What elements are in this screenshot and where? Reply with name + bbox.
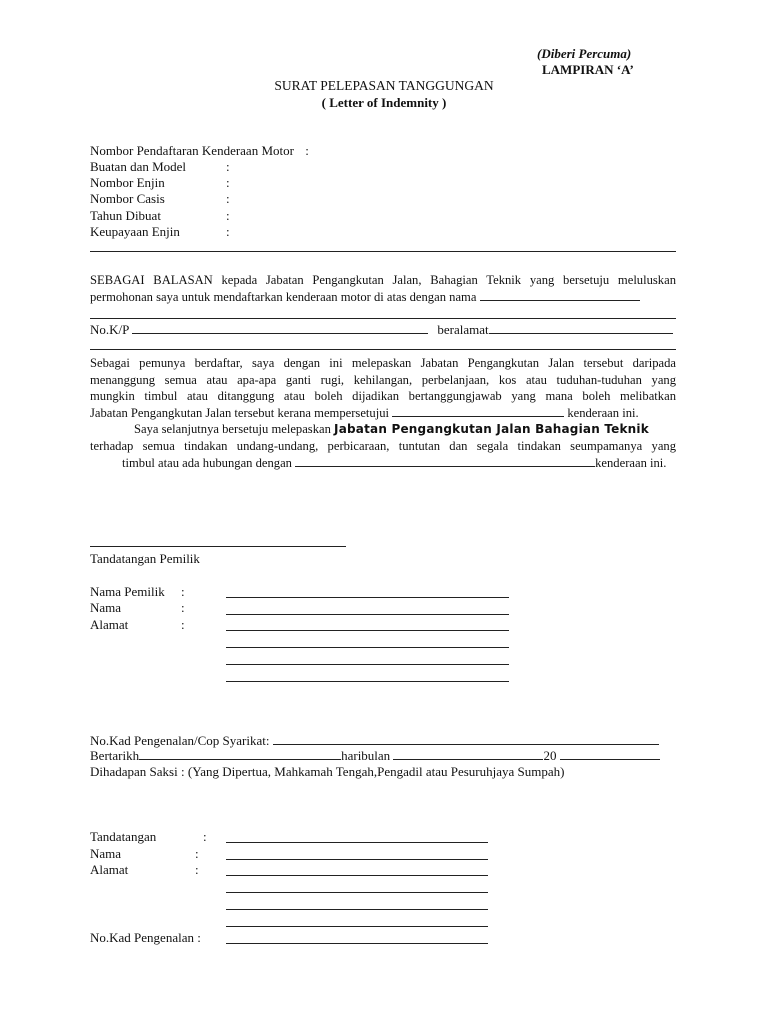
witness-line: [90, 764, 564, 780]
address-blank[interactable]: [489, 322, 673, 334]
field-registration-number: [90, 143, 309, 159]
paragraph-line: [90, 421, 676, 438]
kp-blank[interactable]: [132, 322, 428, 334]
day-blank[interactable]: [139, 748, 341, 760]
application-line: [90, 289, 676, 306]
address-blank[interactable]: [226, 647, 509, 648]
field-colon: :: [226, 191, 230, 206]
paragraph-line: menanggung semua atau apa-apa ganti rugi, kehilangan, perbelanjaan, kos atau tuduhan-tuduhan yang: [90, 372, 676, 387]
paragraph-text: kenderaan ini.: [595, 455, 667, 470]
id-stamp-blank[interactable]: [273, 733, 659, 745]
paragraph-line: [90, 405, 676, 422]
witness-address-blank[interactable]: [226, 892, 488, 893]
name-label: Nama: [90, 600, 122, 615]
owner-name-label: Nama Pemilik: [90, 584, 165, 599]
id-stamp-label: No.Kad Pengenalan/Cop Syarikat:: [90, 733, 270, 748]
department-name: Jabatan Pengangkutan Jalan Bahagian Teknik: [334, 422, 649, 437]
month-blank[interactable]: [393, 748, 543, 760]
field-year-made: [90, 208, 161, 224]
address-blank[interactable]: [226, 681, 509, 682]
field-colon: :: [195, 846, 199, 861]
field-colon: :: [181, 600, 185, 615]
address-blank[interactable]: [226, 664, 509, 665]
field-label: Keupayaan Enjin: [90, 224, 180, 239]
application-line: SEBAGAI BALASAN kepada Jabatan Pengangkutan Jalan, Bahagian Teknik yang bersetuju meluluskan: [90, 273, 676, 287]
paragraph-text: timbul atau ada hubungan dengan: [122, 455, 292, 470]
vehicle-blank[interactable]: [392, 405, 564, 417]
paragraph-line: [90, 455, 676, 472]
witness-name-label: Nama: [90, 846, 122, 861]
witness-address-blank[interactable]: [226, 926, 488, 927]
witness-address-blank[interactable]: [226, 909, 488, 910]
field-engine-number: [90, 175, 165, 191]
day-month-label: haribulan: [341, 748, 391, 763]
field-label: Buatan dan Model: [90, 159, 187, 174]
field-make-model: [90, 159, 186, 175]
document-title: SURAT PELEPASAN TANGGUNGAN: [274, 78, 494, 93]
paragraph-line: Sebagai pemunya berdaftar, saya dengan ini melepaskan Jabatan Pengangkutan Jalan tersebut daripada: [90, 356, 676, 370]
field-label: Nombor Casis: [90, 191, 165, 206]
relation-blank[interactable]: [295, 455, 595, 467]
paragraph-text: Jabatan Pengangkutan Jalan tersebut kerana mempersetujui: [90, 405, 389, 420]
name-blank[interactable]: [226, 614, 509, 615]
document-subtitle: ( Letter of Indemnity ): [321, 95, 447, 110]
field-colon: :: [181, 617, 185, 632]
kp-label: No.K/P: [90, 322, 129, 337]
paragraph-line: mungkin timbul atau ditanggung atau boleh dijadikan bertanggungjawab yang mana boleh melibatkan: [90, 389, 676, 404]
release-paragraph: [90, 355, 676, 471]
field-colon: :: [195, 862, 199, 877]
owner-name-blank[interactable]: [480, 289, 640, 301]
owner-signature-label: Tandatangan Pemilik: [90, 551, 200, 566]
blank-line[interactable]: [90, 349, 676, 350]
witness-signature-label: Tandatangan: [90, 829, 157, 844]
witness-id-blank[interactable]: [226, 943, 488, 944]
application-line-text: permohonan saya untuk mendaftarkan kenderaan motor di atas dengan nama: [90, 289, 477, 304]
witness-note: (Yang Dipertua, Mahkamah Tengah,Pengadil atau Pesuruhjaya Sumpah): [187, 764, 565, 779]
field-colon: :: [226, 208, 230, 223]
attachment-label: LAMPIRAN ‘A’: [542, 62, 634, 77]
field-colon: :: [226, 224, 230, 239]
witness-name-blank[interactable]: [226, 859, 488, 860]
witness-id-label: No.Kad Pengenalan :: [90, 930, 201, 945]
blank-line[interactable]: [90, 318, 676, 319]
field-colon: :: [305, 143, 309, 158]
paragraph-text: kenderaan ini.: [567, 405, 639, 420]
field-colon: :: [203, 829, 207, 844]
paragraph-line: terhadap semua tindakan undang-undang, perbicaraan, tuntutan dan segala tindakan seumpamanya yang: [90, 438, 676, 453]
witness-address-label: Alamat: [90, 862, 129, 877]
application-statement: [90, 272, 676, 305]
id-stamp-line: [90, 733, 659, 749]
witness-signature-blank[interactable]: [226, 842, 488, 843]
address-label: Alamat: [90, 617, 129, 632]
field-colon: :: [226, 175, 230, 190]
free-copy-note: (Diberi Percuma): [537, 46, 632, 61]
year-blank[interactable]: [560, 748, 660, 760]
witness-label: Dihadapan Saksi: [90, 764, 178, 779]
witness-address-blank[interactable]: [226, 875, 488, 876]
year-prefix: 20: [543, 748, 557, 763]
kp-address-line: [90, 322, 673, 338]
field-engine-capacity: [90, 224, 180, 240]
witness-colon: :: [180, 764, 185, 779]
address-label: beralamat: [437, 322, 489, 337]
field-chassis-number: [90, 191, 165, 207]
field-label: Nombor Enjin: [90, 175, 165, 190]
field-label: Tahun Dibuat: [90, 208, 161, 223]
date-line: [90, 748, 660, 764]
dated-label: Bertarikh: [90, 748, 140, 763]
owner-signature-line[interactable]: [90, 546, 346, 547]
field-colon: :: [181, 584, 185, 599]
field-label: Nombor Pendaftaran Kenderaan Motor: [90, 143, 294, 158]
separator-line: [90, 251, 676, 252]
owner-name-blank[interactable]: [226, 597, 509, 598]
paragraph-text: Saya selanjutnya bersetuju melepaskan: [134, 422, 331, 437]
address-blank[interactable]: [226, 630, 509, 631]
field-colon: :: [226, 159, 230, 174]
